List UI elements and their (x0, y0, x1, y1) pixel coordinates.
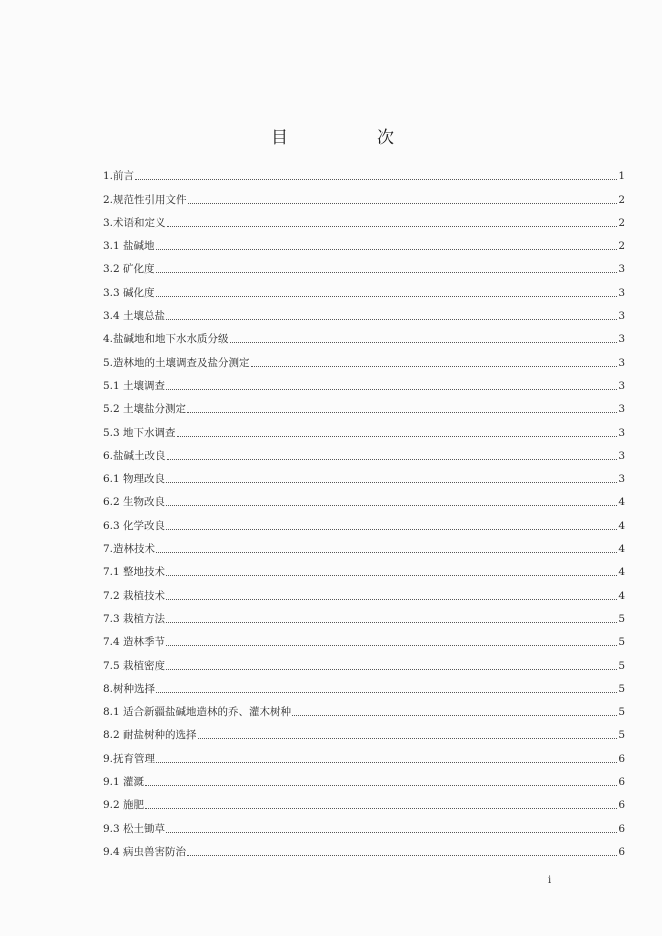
dot-leader (145, 808, 617, 809)
toc-entry-page: 5 (618, 612, 625, 625)
toc-entry-label: 4.盐碱地和地下水水质分级 (103, 333, 229, 346)
toc-entry[interactable] (103, 603, 625, 626)
dot-leader (156, 762, 617, 763)
toc-entry[interactable] (103, 742, 625, 765)
toc-entry-page: 5 (618, 659, 625, 672)
toc-entry-label: 6.1 物理改良 (103, 473, 166, 486)
dot-leader (188, 203, 618, 204)
toc-entry-page: 4 (618, 589, 625, 602)
dot-leader (166, 669, 617, 670)
toc-entry-label: 7.5 栽植密度 (103, 659, 166, 672)
toc-entry[interactable] (103, 673, 625, 696)
toc-entry[interactable] (103, 696, 625, 719)
toc-entry[interactable] (103, 440, 625, 463)
toc-entry-label: 9.4 病虫兽害防治 (103, 845, 187, 858)
toc-entry[interactable] (103, 393, 625, 416)
toc-entry-label: 2.规范性引用文件 (103, 193, 187, 206)
toc-entry[interactable] (103, 416, 625, 439)
toc-entry[interactable] (103, 207, 625, 230)
toc-title (0, 124, 662, 152)
toc-entry-page: 3 (618, 356, 625, 369)
dot-leader (167, 459, 618, 460)
dot-leader (166, 482, 617, 483)
toc-entry-page: 5 (618, 706, 625, 719)
toc-entry-label: 3.4 土壤总盐 (103, 310, 166, 323)
toc-entry-page: 6 (618, 799, 625, 812)
dot-leader (156, 552, 617, 553)
table-of-contents (103, 160, 625, 859)
toc-entry[interactable] (103, 579, 625, 602)
toc-entry-label: 9.2 施肥 (103, 799, 145, 812)
toc-entry-page: 3 (618, 333, 625, 346)
dot-leader (187, 412, 617, 413)
toc-entry-page: 5 (618, 682, 625, 695)
toc-entry-page: 3 (618, 286, 625, 299)
toc-entry-label: 9.3 松土锄草 (103, 822, 166, 835)
dot-leader (166, 389, 617, 390)
toc-entry-page: 3 (618, 310, 625, 323)
dot-leader (156, 692, 617, 693)
toc-entry-page: 3 (618, 379, 625, 392)
toc-entry[interactable] (103, 812, 625, 835)
toc-entry[interactable] (103, 323, 625, 346)
toc-entry-label: 7.3 栽植方法 (103, 612, 166, 625)
toc-entry-page: 2 (618, 240, 625, 253)
dot-leader (166, 645, 617, 646)
toc-entry[interactable] (103, 160, 625, 183)
toc-entry-label: 7.2 栽植技术 (103, 589, 166, 602)
toc-entry[interactable] (103, 276, 625, 299)
dot-leader (145, 785, 617, 786)
dot-leader (167, 226, 618, 227)
toc-title-part1: 目 (271, 128, 288, 148)
dot-leader (198, 738, 618, 739)
toc-entry[interactable] (103, 230, 625, 253)
toc-entry-page: 5 (618, 636, 625, 649)
toc-entry-page: 3 (618, 426, 625, 439)
toc-entry-page: 3 (618, 473, 625, 486)
toc-entry-label: 6.3 化学改良 (103, 519, 166, 532)
toc-entry-label: 3.1 盐碱地 (103, 240, 155, 253)
toc-entry[interactable] (103, 789, 625, 812)
toc-entry[interactable] (103, 509, 625, 532)
toc-entry-page: 3 (618, 263, 625, 276)
toc-entry-page: 1 (618, 170, 625, 183)
dot-leader (156, 272, 618, 273)
toc-entry[interactable] (103, 649, 625, 672)
toc-entry-label: 5.1 土壤调查 (103, 379, 166, 392)
toc-entry-page: 2 (618, 193, 625, 206)
dot-leader (166, 832, 617, 833)
toc-entry-label: 5.3 地下水调查 (103, 426, 176, 439)
toc-entry-label: 5.造林地的土壤调查及盐分测定 (103, 356, 250, 369)
toc-entry-label: 3.3 碱化度 (103, 286, 155, 299)
toc-title-part2: 次 (377, 128, 394, 148)
toc-entry-label: 6.盐碱土改良 (103, 449, 166, 462)
toc-entry-page: 3 (618, 449, 625, 462)
toc-entry-page: 6 (618, 822, 625, 835)
toc-entry-label: 3.术语和定义 (103, 216, 166, 229)
toc-entry[interactable] (103, 719, 625, 742)
toc-entry[interactable] (103, 346, 625, 369)
toc-entry-label: 8.1 适合新疆盐碱地造林的乔、灌木树种 (103, 706, 292, 719)
toc-entry-label: 5.2 土壤盐分测定 (103, 403, 187, 416)
toc-entry-label: 8.树种选择 (103, 682, 156, 695)
dot-leader (166, 622, 617, 623)
page-number: i (548, 875, 552, 886)
toc-entry-label: 3.2 矿化度 (103, 263, 155, 276)
dot-leader (156, 249, 618, 250)
toc-entry-label: 6.2 生物改良 (103, 496, 166, 509)
toc-entry[interactable] (103, 463, 625, 486)
toc-entry-label: 7.造林技术 (103, 543, 156, 556)
dot-leader (251, 366, 618, 367)
dot-leader (292, 715, 617, 716)
toc-entry[interactable] (103, 626, 625, 649)
toc-entry-page: 4 (618, 543, 625, 556)
toc-entry-page: 6 (618, 845, 625, 858)
toc-entry-page: 6 (618, 752, 625, 765)
toc-entry-page: 5 (618, 729, 625, 742)
toc-entry[interactable] (103, 183, 625, 206)
toc-entry[interactable] (103, 556, 625, 579)
dot-leader (166, 505, 617, 506)
toc-entry[interactable] (103, 370, 625, 393)
toc-entry-page: 4 (618, 496, 625, 509)
toc-entry-label: 8.2 耐盐树种的选择 (103, 729, 197, 742)
dot-leader (166, 575, 617, 576)
dot-leader (156, 296, 618, 297)
dot-leader (135, 179, 617, 180)
toc-entry[interactable] (103, 300, 625, 323)
toc-entry-page: 3 (618, 403, 625, 416)
toc-entry[interactable] (103, 486, 625, 509)
toc-entry-label: 9.抚育管理 (103, 752, 156, 765)
toc-entry-page: 2 (618, 216, 625, 229)
dot-leader (230, 342, 618, 343)
toc-entry-label: 9.1 灌溉 (103, 776, 145, 789)
toc-entry-label: 7.1 整地技术 (103, 566, 166, 579)
dot-leader (177, 436, 618, 437)
toc-entry[interactable] (103, 533, 625, 556)
toc-entry-page: 4 (618, 566, 625, 579)
toc-entry-page: 6 (618, 776, 625, 789)
dot-leader (166, 319, 617, 320)
dot-leader (166, 529, 617, 530)
toc-entry[interactable] (103, 253, 625, 276)
dot-leader (187, 855, 617, 856)
toc-entry[interactable] (103, 836, 625, 859)
toc-entry[interactable] (103, 766, 625, 789)
dot-leader (166, 599, 617, 600)
toc-entry-page: 4 (618, 519, 625, 532)
toc-entry-label: 7.4 造林季节 (103, 636, 166, 649)
toc-entry-label: 1.前言 (103, 170, 135, 183)
